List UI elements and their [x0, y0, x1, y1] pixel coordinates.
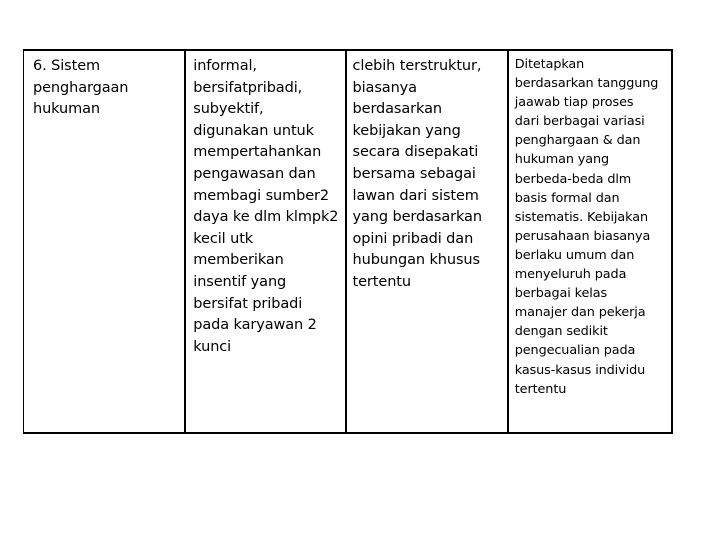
table-cell-formal: [509, 51, 671, 432]
table-cell-topic: [24, 51, 186, 432]
table-cell-structured: [347, 51, 509, 432]
table-cell-informal: [186, 51, 346, 432]
cell-text-structured: clebih terstruktur, biasanya berdasarkan kebijakan yang secara disepakati bersama sebagai lawan dari sistem yang berdasarkan opini pribadi dan hubungan khusus tertentu: [352, 58, 482, 290]
cell-text-formal: Ditetapkan berdasarkan tanggung jaawab tiap proses dari berbagai variasi penghargaan & dan hukuman yang berbeda-beda dlm basis formal dan sistematis. Kebijakan perusahaan biasanya berlaku umum dan menyeluruh pada berbagai kelas manajer dan pekerja dengan sedikit pengecualian pada kasus-kasus individu tertentu: [514, 57, 659, 397]
cell-text-informal: informal, bersifatpribadi, subyektif, digunakan untuk mempertahankan pengawasan dan membagi sumber2 daya ke dlm klmpk2 kecil utk memberikan insentif yang bersifat pribadi pada karyawan 2 kunci: [193, 58, 339, 355]
cell-text-topic: 6. Sistem penghargaan hukuman: [33, 58, 129, 118]
comparison-table: [23, 49, 673, 434]
